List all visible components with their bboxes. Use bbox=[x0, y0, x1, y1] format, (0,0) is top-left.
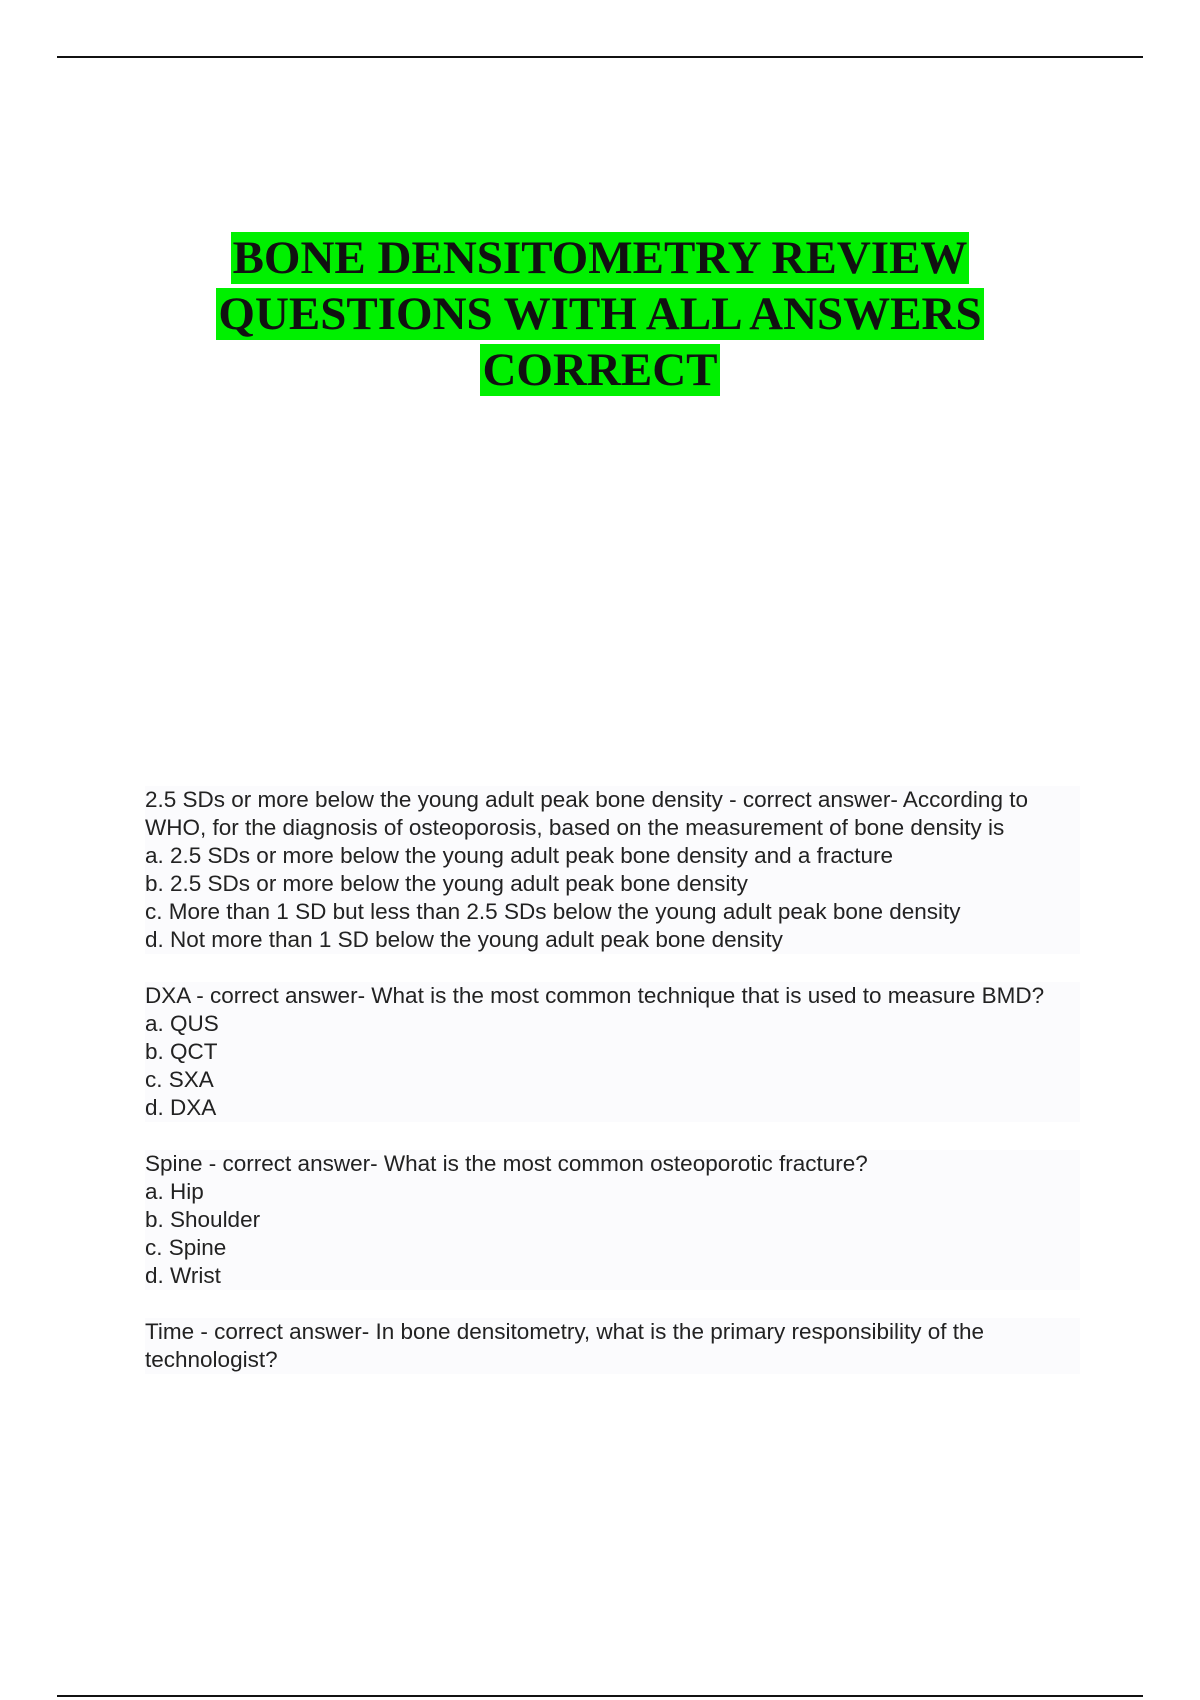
answer-option-c: c. SXA bbox=[145, 1067, 214, 1092]
question-text: Spine - correct answer- What is the most common osteoporotic fracture? bbox=[145, 1151, 868, 1176]
answer-option-d: d. Not more than 1 SD below the young adult peak bone density bbox=[145, 927, 783, 952]
question-block-1 bbox=[145, 786, 1080, 954]
question-block-2 bbox=[145, 982, 1080, 1122]
footer-rule bbox=[57, 1695, 1143, 1697]
answer-option-b: b. 2.5 SDs or more below the young adult peak bone density bbox=[145, 871, 748, 896]
header-rule bbox=[57, 56, 1143, 58]
answer-option-b: b. Shoulder bbox=[145, 1207, 261, 1232]
answer-option-a: a. QUS bbox=[145, 1011, 219, 1036]
question-block-3 bbox=[145, 1150, 1080, 1290]
answer-option-a: a. Hip bbox=[145, 1179, 204, 1204]
question-text: DXA - correct answer- What is the most common technique that is used to measure BMD? bbox=[145, 983, 1045, 1008]
answer-option-c: c. More than 1 SD but less than 2.5 SDs below the young adult peak bone density bbox=[145, 899, 961, 924]
title-line-1: BONE DENSITOMETRY REVIEW bbox=[232, 232, 968, 284]
answer-option-b: b. QCT bbox=[145, 1039, 218, 1064]
answer-option-a: a. 2.5 SDs or more below the young adult peak bone density and a fracture bbox=[145, 843, 893, 868]
answer-option-c: c. Spine bbox=[145, 1235, 227, 1260]
question-text: Time - correct answer- In bone densitometry, what is the primary responsibility of the technologist? bbox=[145, 1319, 985, 1372]
title-line-3: CORRECT bbox=[482, 344, 718, 396]
answer-option-d: d. Wrist bbox=[145, 1263, 221, 1288]
answer-option-d: d. DXA bbox=[145, 1095, 217, 1120]
question-text: 2.5 SDs or more below the young adult peak bone density - correct answer- According to WHO, for the diagnosis of osteoporosis, based on the measurement of bone density is bbox=[145, 787, 1028, 840]
title-line-2: QUESTIONS WITH ALL ANSWERS bbox=[218, 288, 982, 340]
question-list bbox=[145, 786, 1080, 1402]
question-block-4 bbox=[145, 1318, 1080, 1374]
document-title bbox=[0, 230, 1200, 398]
